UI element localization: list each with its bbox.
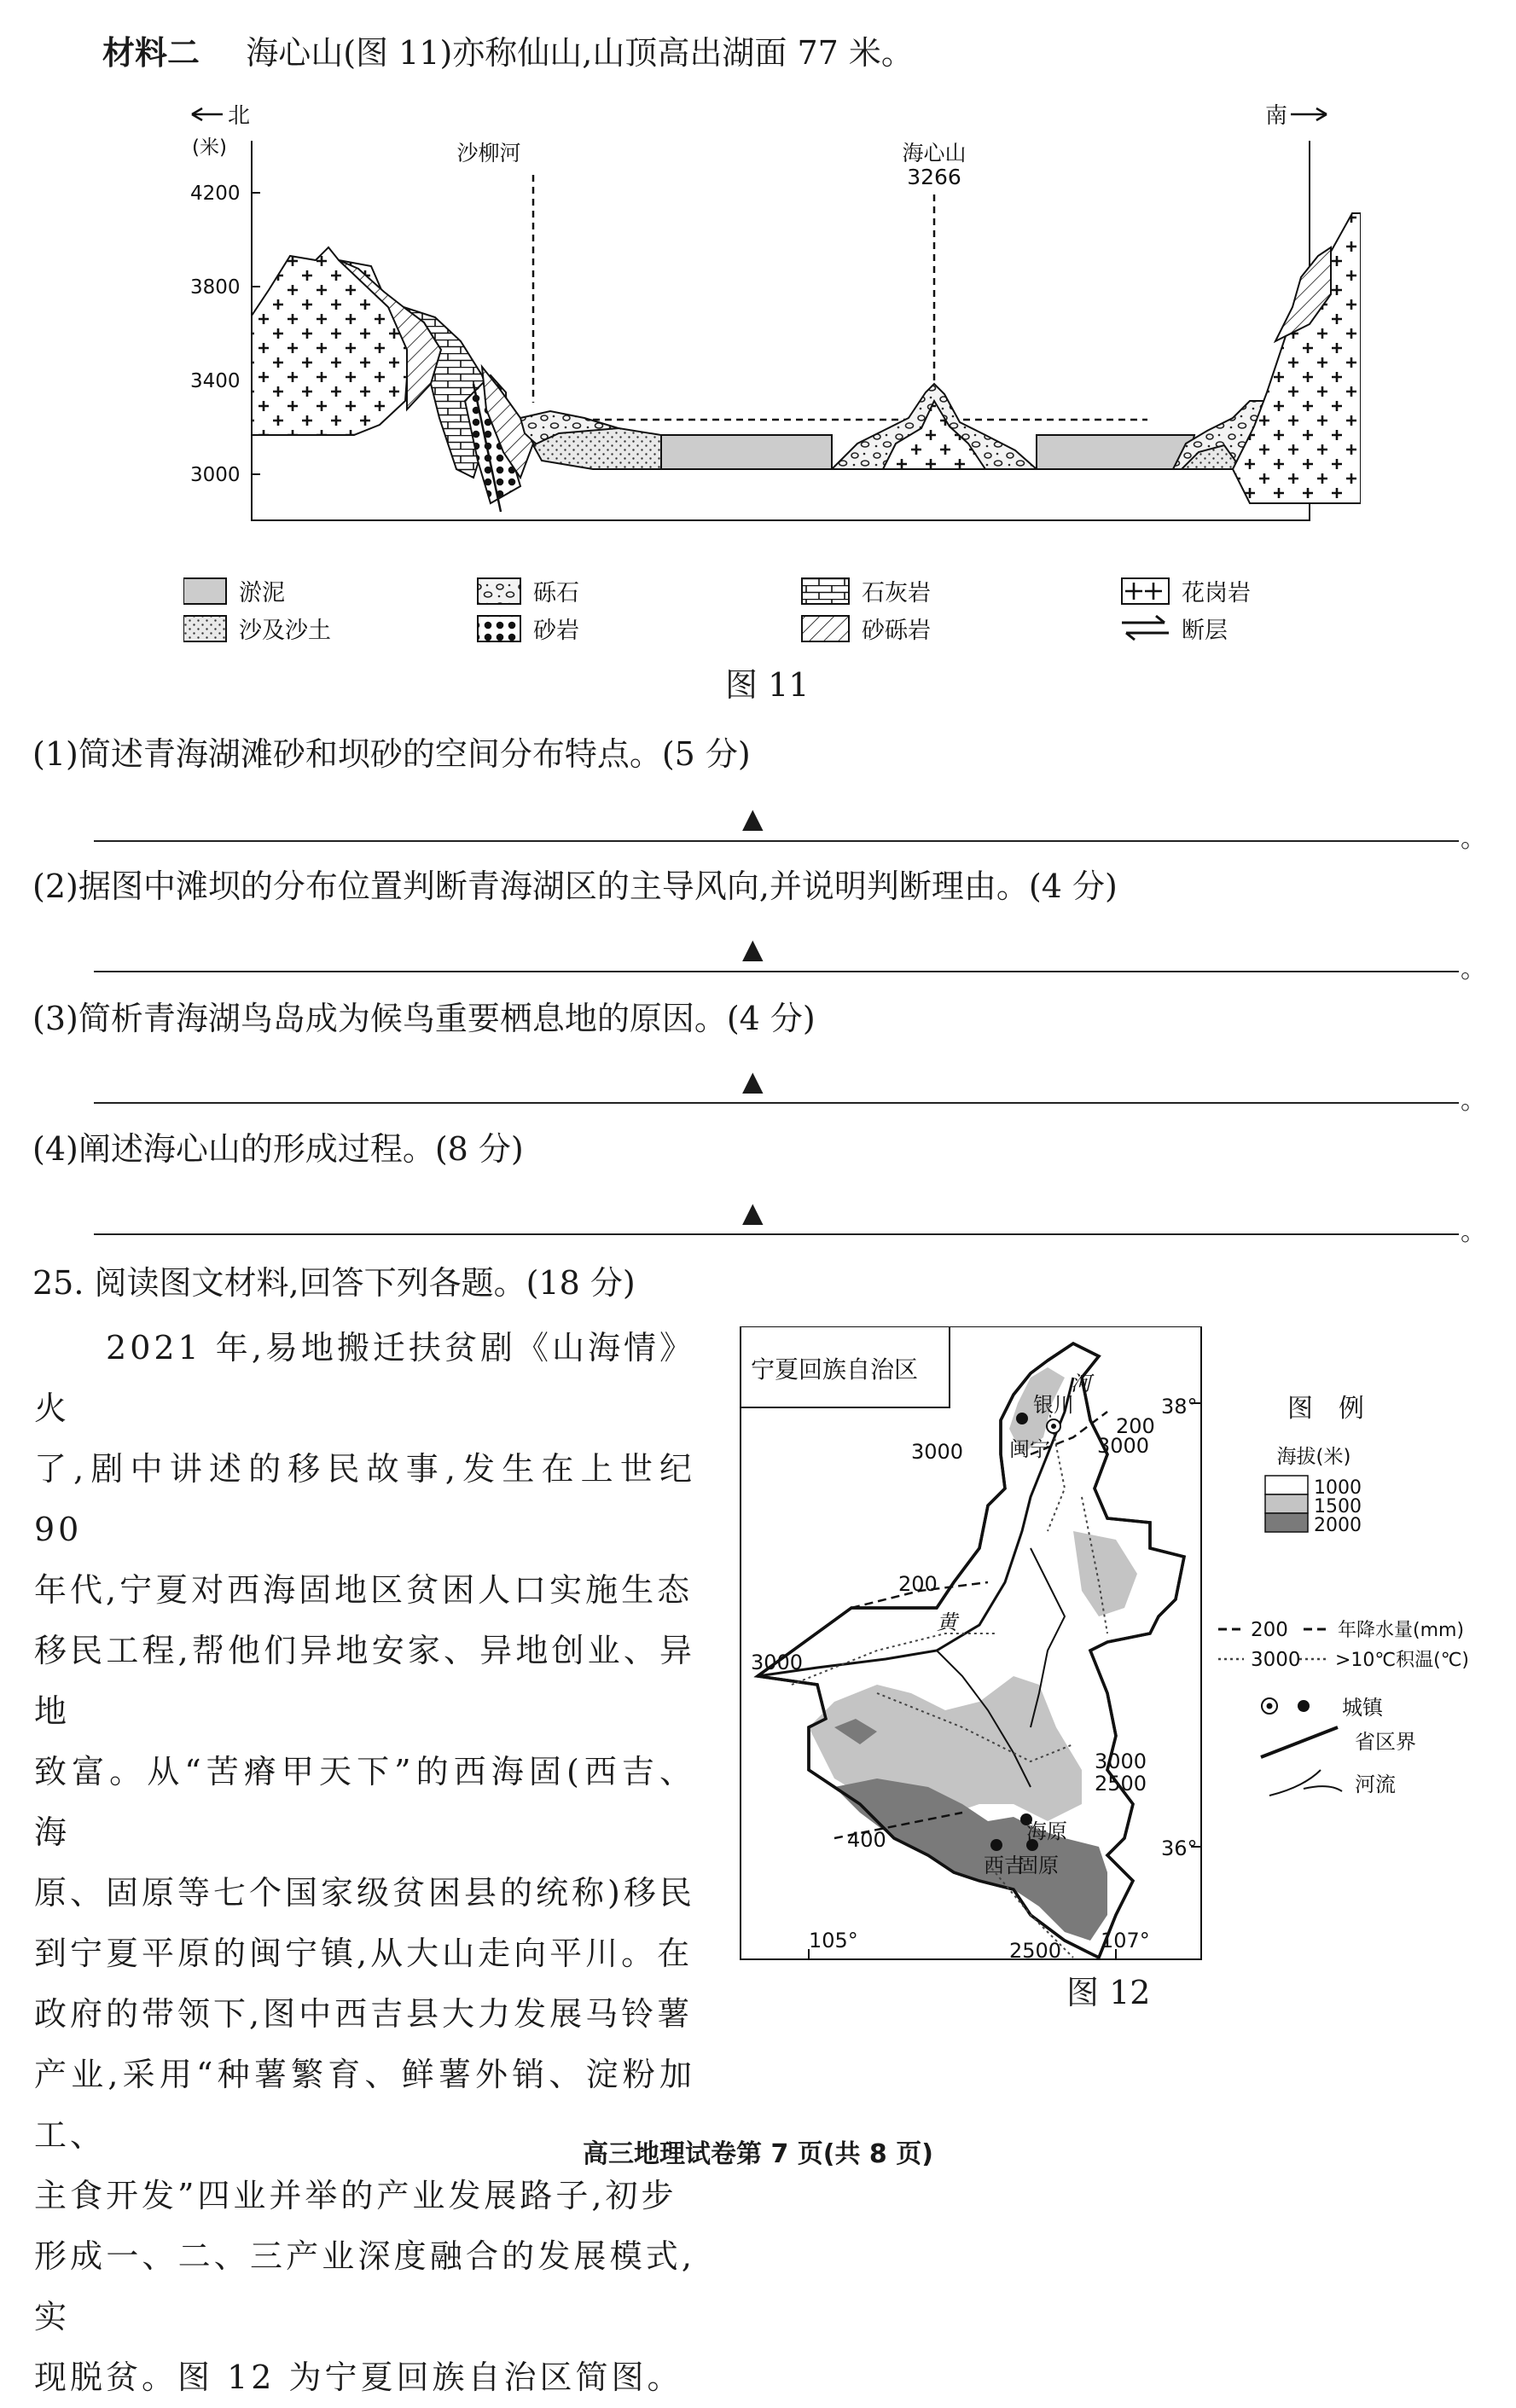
- legend-title: 图 例: [1287, 1394, 1364, 1424]
- answer-line-3[interactable]: [94, 1102, 1459, 1104]
- passage-line: 移民工程,帮他们异地安家、异地创业、异地: [34, 1632, 695, 1730]
- legend-gravel: [478, 578, 579, 606]
- legend-swatch-2000: [1265, 1513, 1308, 1532]
- answer-marker-1: ▲: [742, 802, 764, 834]
- legend-temp-label: >10℃积温(℃): [1335, 1650, 1470, 1671]
- legend-granite: [1122, 578, 1251, 606]
- city-guyuan: 固原: [1018, 1854, 1059, 1877]
- axis-unit: (米): [192, 136, 227, 159]
- lat-36: 36°: [1161, 1836, 1198, 1860]
- legend-town-dot-icon: [1298, 1700, 1310, 1712]
- passage-line: 原、固原等七个国家级贫困县的统称)移民: [34, 1874, 695, 1912]
- lon-105: 105°: [809, 1929, 858, 1953]
- passage-line: 形成一、二、三产业深度融合的发展模式,实: [34, 2237, 695, 2335]
- contour-400: 400: [847, 1828, 886, 1852]
- answer-end-1: 。: [1461, 824, 1486, 854]
- figure-11: [183, 94, 1361, 665]
- question-3: (3)简析青海湖鸟岛成为候鸟重要栖息地的原因。(4 分): [32, 1000, 816, 1037]
- passage-line: 了,剧中讲述的移民故事,发生在上世纪 90: [34, 1450, 695, 1548]
- svg-text:断层: 断层: [1182, 618, 1228, 644]
- city-xiji: 西吉: [984, 1854, 1025, 1877]
- question-1: (1)简述青海湖滩砂和坝砂的空间分布特点。(5 分): [32, 735, 751, 773]
- svg-text:砂岩: 砂岩: [533, 618, 579, 644]
- svg-text:砂砾岩: 砂砾岩: [862, 618, 931, 644]
- material-2-text: 海心山(图 11)亦称仙山,山顶高出湖面 77 米。: [246, 34, 914, 72]
- north-arrow-icon: [192, 108, 223, 120]
- legend-border-label: 省区界: [1355, 1730, 1416, 1754]
- passage-line: 现脱贫。图 12 为宁夏回族自治区简图。: [34, 2359, 683, 2396]
- contour-2500-a: 2500: [1095, 1772, 1147, 1796]
- river-label-he: 河: [1071, 1372, 1091, 1395]
- figure-11-caption: 图 11: [725, 666, 810, 704]
- passage-line: 2021 年,易地搬迁扶贫剧《山海情》火: [34, 1329, 695, 1427]
- passage-line: 年代,宁夏对西海固地区贫困人口实施生态: [34, 1571, 694, 1609]
- legend-elev-1000: 1000: [1314, 1477, 1362, 1499]
- legend-town-label: 城镇: [1342, 1696, 1383, 1720]
- svg-text:石灰岩: 石灰岩: [862, 580, 931, 606]
- question-25-heading: 25. 阅读图文材料,回答下列各题。(18 分): [32, 1264, 636, 1302]
- city-yinchuan: 银川: [1033, 1393, 1074, 1417]
- answer-end-4: 。: [1461, 1217, 1486, 1247]
- question-2: (2)据图中滩坝的分布位置判断青海湖区的主导风向,并说明判断理由。(4 分): [32, 867, 1118, 905]
- question-25-passage: [34, 1318, 695, 2408]
- answer-end-3: 。: [1461, 1086, 1486, 1116]
- y-tick-3000: 3000: [190, 464, 241, 486]
- y-tick-4200: 4200: [190, 183, 241, 205]
- north-label: 北: [228, 103, 251, 129]
- material-2-line: [102, 32, 914, 73]
- city-dot-xiji: [990, 1839, 1002, 1851]
- label-haixin-mountain: 海心山: [902, 141, 967, 165]
- contour-3000-a: 3000: [911, 1440, 964, 1464]
- south-arrow-icon: [1291, 108, 1327, 120]
- legend-swatch-1000: [1265, 1476, 1308, 1494]
- lat-38: 38°: [1161, 1395, 1198, 1419]
- answer-marker-3: ▲: [742, 1065, 764, 1097]
- legend-swatch-1500: [1265, 1494, 1308, 1513]
- legend-limestone: [802, 578, 931, 606]
- legend-elevation-unit: 海拔(米): [1276, 1446, 1351, 1468]
- passage-line: 主食开发”四业并举的产业发展路子,初步: [34, 2177, 677, 2214]
- legend-temp-sample: 3000: [1251, 1649, 1301, 1671]
- contour-3000-b: 3000: [1097, 1434, 1150, 1458]
- legend-river-icon: [1269, 1770, 1342, 1796]
- legend-conglomerate: [802, 616, 931, 644]
- capital-icon: [1047, 1419, 1060, 1433]
- page-footer: 高三地理试卷第 7 页(共 8 页): [583, 2139, 933, 2169]
- legend-fault: [1122, 616, 1228, 644]
- passage-line: 致富。从“苦瘠甲天下”的西海固(西吉、海: [34, 1753, 695, 1851]
- city-dot-minning: [1016, 1413, 1028, 1424]
- label-haixin-elevation: 3266: [907, 165, 961, 189]
- svg-text:花岗岩: 花岗岩: [1182, 580, 1251, 606]
- material-2-label: 材料二: [102, 33, 200, 72]
- south-label: 南: [1265, 103, 1288, 129]
- passage-line: 政府的带领下,图中西吉县大力发展马铃薯: [34, 1995, 694, 2033]
- legend-precip-label: 年降水量(mm): [1338, 1620, 1465, 1641]
- answer-end-2: 。: [1461, 954, 1486, 984]
- legend-sandstone: [478, 616, 579, 644]
- city-minning: 闽宁: [1009, 1437, 1050, 1461]
- contour-3000-c: 3000: [751, 1651, 804, 1674]
- contour-2500-b: 2500: [1009, 1939, 1062, 1963]
- legend-precip-sample: 200: [1251, 1619, 1288, 1641]
- legend-elev-2000: 2000: [1314, 1515, 1362, 1536]
- legend-silt: [183, 578, 285, 606]
- legend-capital-icon: [1262, 1698, 1277, 1714]
- passage-line: 产业,采用“种薯繁育、鲜薯外销、淀粉加工、: [34, 2056, 695, 2154]
- legend-sand-and-sandy-soil: [183, 616, 331, 644]
- label-shaliu-river: 沙柳河: [456, 141, 521, 165]
- figure-12: [706, 1326, 1483, 1966]
- river-label-huang: 黄: [937, 1610, 957, 1634]
- answer-line-2[interactable]: [94, 971, 1459, 972]
- city-haiyuan: 海原: [1026, 1819, 1067, 1843]
- svg-text:沙及沙土: 沙及沙土: [239, 618, 331, 644]
- svg-text:淤泥: 淤泥: [239, 580, 285, 606]
- question-4: (4)阐述海心山的形成过程。(8 分): [32, 1130, 524, 1168]
- legend-border-icon: [1261, 1727, 1338, 1757]
- map-title: 宁夏回族自治区: [751, 1355, 919, 1384]
- answer-line-1[interactable]: [94, 840, 1459, 842]
- answer-marker-2: ▲: [742, 932, 764, 965]
- contour-3000-d: 3000: [1095, 1749, 1147, 1773]
- svg-text:砾石: 砾石: [533, 580, 579, 606]
- y-tick-3800: 3800: [190, 276, 241, 299]
- contour-200-a: 200: [1116, 1414, 1155, 1438]
- figure-12-caption: 图 12: [1066, 1974, 1151, 2011]
- y-tick-3400: 3400: [190, 370, 241, 392]
- passage-line: 到宁夏平原的闽宁镇,从大山走向平川。在: [34, 1935, 694, 1972]
- contour-200-b: 200: [898, 1572, 938, 1596]
- answer-line-4[interactable]: [94, 1233, 1459, 1235]
- legend-river-label: 河流: [1355, 1773, 1396, 1796]
- legend-elev-1500: 1500: [1314, 1496, 1362, 1517]
- lon-107: 107°: [1101, 1929, 1150, 1953]
- answer-marker-4: ▲: [742, 1196, 764, 1228]
